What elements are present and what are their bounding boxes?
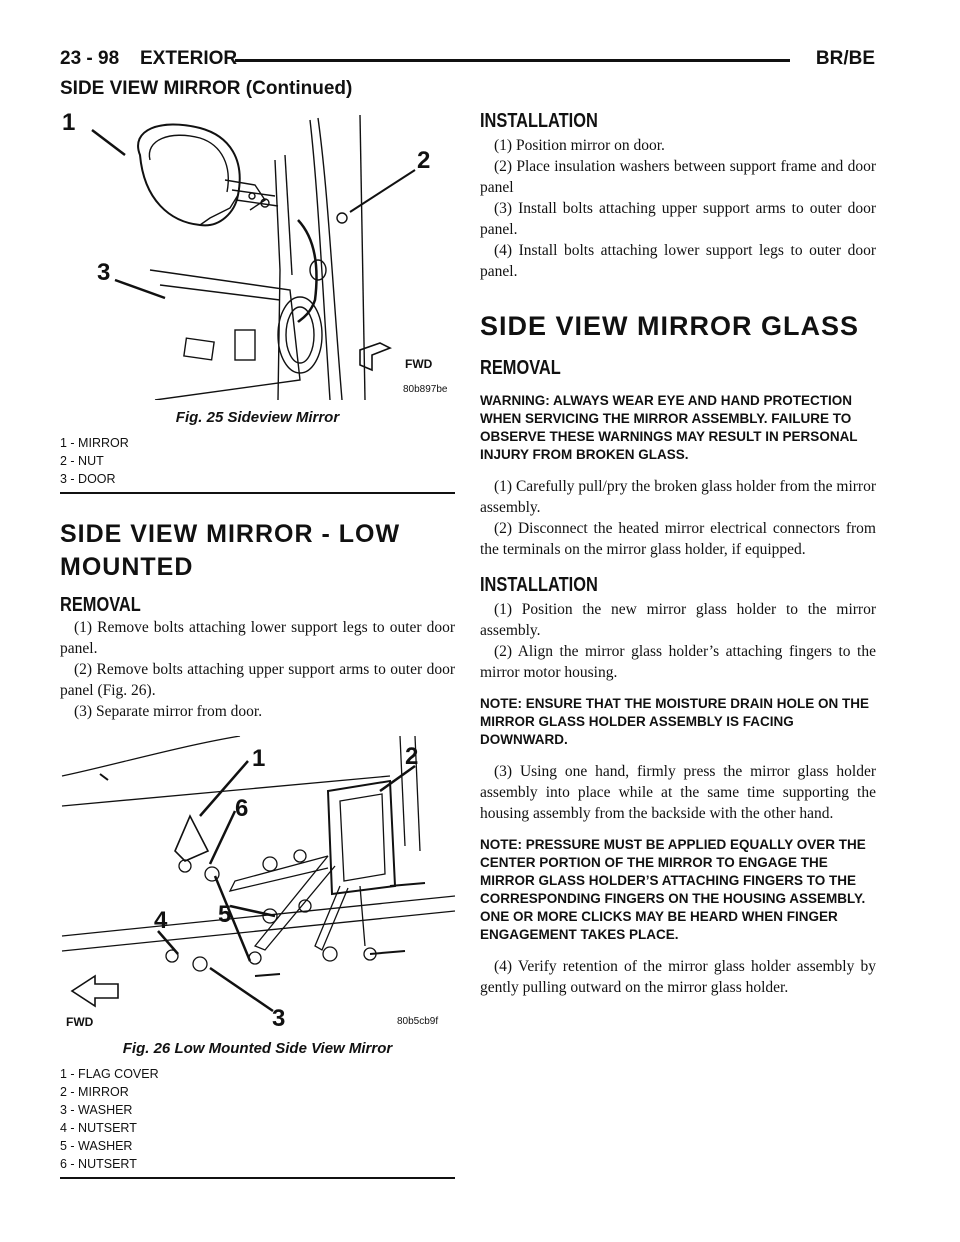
- step: (3) Separate mirror from door.: [74, 703, 263, 720]
- step: (3) Using one hand, firmly press the mirror glass holder assembly into place while at the same time supporting the housing assembly from the backside with the other hand.: [480, 763, 876, 822]
- legend-item: 2 - NUT: [60, 454, 104, 468]
- left-column: [60, 100, 455, 1179]
- fwd-label: FWD: [66, 1015, 94, 1029]
- installation-heading: INSTALLATION: [480, 110, 598, 132]
- sideview-mirror-illustration: [60, 100, 455, 400]
- callout-3: 3: [97, 259, 111, 286]
- step: (4) Verify retention of the mirror glass holder assembly by gently pulling outward on the mirror glass holder.: [480, 958, 876, 996]
- legend-item: 4 - NUTSERT: [60, 1121, 137, 1135]
- low-mounted-mirror-illustration: [60, 736, 455, 1031]
- figure-25: [60, 100, 455, 494]
- low-mounted-heading: SIDE VIEW MIRROR - LOW MOUNTED: [60, 520, 401, 581]
- callout-3: 3: [272, 1005, 286, 1031]
- glass-installation-step-3: [480, 761, 876, 824]
- glass-installation-step-4: [480, 956, 876, 998]
- removal-heading: REMOVAL: [60, 594, 141, 616]
- callout-6: 6: [235, 795, 249, 822]
- figure-25-legend: [60, 434, 455, 488]
- legend-item: 3 - DOOR: [60, 472, 116, 486]
- figure-25-title: Fig. 25 Sideview Mirror: [175, 409, 340, 426]
- figure-rule: [60, 1177, 455, 1179]
- callout-4: 4: [154, 907, 168, 934]
- note-text: NOTE: PRESSURE MUST BE APPLIED EQUALLY OVER THE CENTER PORTION OF THE MIRROR TO ENGAGE THE MIRROR GLASS HOLDER’S ATTACHING FINGERS TO THE CORRESPONDING FINGERS ON THE HOUSING ASSEMBLY. ONE OR MORE CLICKS MAY BE HEARD WHEN FINGER ENGAGEMENT TAKES PLACE.: [480, 837, 866, 942]
- right-column: [480, 110, 876, 998]
- legend-item: 1 - FLAG COVER: [60, 1067, 159, 1081]
- figure-code: 80b897be: [403, 384, 448, 395]
- step: (1) Position mirror on door.: [494, 137, 665, 154]
- glass-heading: SIDE VIEW MIRROR GLASS: [480, 311, 860, 341]
- installation-steps: [480, 135, 876, 282]
- continued-heading: SIDE VIEW MIRROR (Continued): [60, 78, 353, 99]
- figure-code: 80b5cb9f: [397, 1016, 439, 1027]
- step: (2) Align the mirror glass holder’s attaching fingers to the mirror motor housing.: [480, 643, 876, 681]
- warning-text: WARNING: ALWAYS WEAR EYE AND HAND PROTECTION WHEN SERVICING THE MIRROR ASSEMBLY. FAILURE TO OBSERVE THESE WARNINGS MAY RESULT IN PERSONAL INJURY FROM BROKEN GLASS.: [480, 393, 858, 462]
- step: (2) Place insulation washers between support frame and door panel: [480, 158, 876, 196]
- step: (4) Install bolts attaching lower support legs to outer door panel.: [480, 242, 876, 280]
- callout-1: 1: [62, 109, 76, 136]
- header-rule: [235, 59, 790, 62]
- step: (2) Remove bolts attaching upper support arms to outer door panel (Fig. 26).: [60, 661, 455, 699]
- low-mounted-removal-steps: [60, 617, 455, 722]
- legend-item: 6 - NUTSERT: [60, 1157, 137, 1171]
- legend-item: 1 - MIRROR: [60, 436, 129, 450]
- callout-2: 2: [417, 147, 431, 174]
- page-number: 23 - 98: [60, 48, 120, 69]
- callout-1: 1: [252, 745, 266, 772]
- note-text: NOTE: ENSURE THAT THE MOISTURE DRAIN HOLE ON THE MIRROR GLASS HOLDER ASSEMBLY IS FACING DOWNWARD.: [480, 696, 870, 747]
- figure-26-legend: [60, 1065, 455, 1173]
- page-header: [60, 48, 875, 72]
- glass-installation-steps: [480, 599, 876, 683]
- step: (1) Position the new mirror glass holder to the mirror assembly.: [480, 601, 876, 639]
- glass-installation-heading: INSTALLATION: [480, 574, 598, 596]
- glass-removal-steps: [480, 476, 876, 560]
- legend-item: 3 - WASHER: [60, 1103, 133, 1117]
- figure-26: [60, 736, 455, 1179]
- step: (3) Install bolts attaching upper support arms to outer door panel.: [480, 200, 876, 238]
- glass-removal-heading: REMOVAL: [480, 357, 561, 379]
- step: (1) Remove bolts attaching lower support legs to outer door panel.: [60, 619, 455, 657]
- step: (1) Carefully pull/pry the broken glass holder from the mirror assembly.: [480, 478, 876, 516]
- callout-2: 2: [405, 743, 419, 770]
- fwd-label: FWD: [405, 357, 433, 371]
- callout-5: 5: [218, 901, 232, 928]
- step: (2) Disconnect the heated mirror electrical connectors from the terminals on the mirror glass holder, if equipped.: [480, 520, 876, 558]
- legend-item: 2 - MIRROR: [60, 1085, 129, 1099]
- section-name: EXTERIOR: [140, 48, 238, 69]
- legend-item: 5 - WASHER: [60, 1139, 133, 1153]
- figure-26-title: Fig. 26 Low Mounted Side View Mirror: [122, 1040, 393, 1057]
- model-code: BR/BE: [815, 48, 875, 69]
